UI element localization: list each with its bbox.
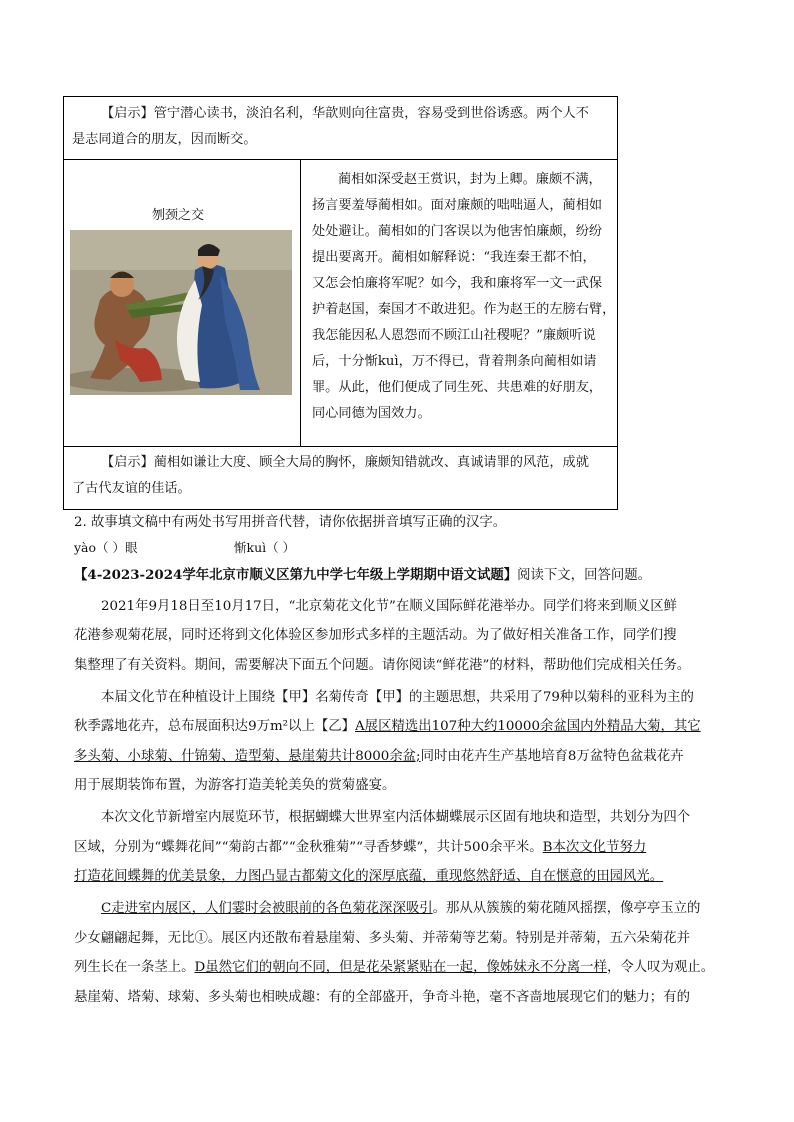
- para1-line1: 2021年9月18日至10月17日，“北京菊花文化节”在顺义国际鲜花港举办。同学们将来到顺义区鲜: [101, 599, 678, 614]
- underlined-sentence-b: B本次文化节努力: [542, 840, 647, 855]
- para2-line2: 秋季露地花卉，总布展面积达9万m²以上【乙】A展区精选出107种大约10000余盆国内外精品大菊，其它: [74, 719, 701, 734]
- para3-line1: 本次文化节新增室内展览环节，根据蝴蝶大世界室内活体蝴蝶展示区固有地块和造型，共划分为四个: [101, 810, 691, 825]
- para4-line3: 列生长在一条茎上。D虽然它们的朝向不同，但是花朵紧紧贴在一起，像姊妹永不分离一样，令人叹为观止。: [74, 960, 715, 975]
- image-title: 刎颈之交: [152, 208, 205, 223]
- underlined-sentence-d: D虽然它们的朝向不同，但是花朵紧紧贴在一起，像姊妹永不分离一样: [194, 960, 607, 975]
- para2-line1: 本届文化节在种植设计上围绕【甲】名菊传奇【甲】的主题思想，共采用了79种以菊科的亚科为主的: [101, 690, 694, 705]
- story-line-10: 同心同德为国效力。: [312, 406, 431, 421]
- para2-line4: 用于展期装饰布置，为游客打造美轮美奂的赏菊盛宴。: [74, 778, 396, 793]
- para3-line3: [74, 867, 663, 887]
- section-instruction: 阅读下文，回答问题。: [517, 568, 652, 583]
- illustration-lian-po-lin-xiangru: [70, 230, 292, 395]
- story-line-3: 处处避让。蔺相如的门客误以为他害怕廉颇，纷纷: [312, 224, 603, 239]
- pinyin-blank-1[interactable]: yào（ ）眼: [74, 540, 138, 555]
- underlined-sentence-a: A展区精选出107种大约10000余盆国内外精品大菊，其它: [355, 719, 701, 734]
- para4-line2: 少女翩翩起舞，无比①。展区内还散布着悬崖菊、多头菊、并蒂菊等艺菊。特别是并蒂菊，五六朵菊花并: [74, 931, 690, 946]
- para4-line1: C走进室内展区，人们霎时会被眼前的各色菊花深深吸引。那从从簇簇的菊花随风摇摆，像亭亭玉立的: [101, 901, 701, 916]
- para1-line3: 集整理了有关资料。期间，需要解决下面五个问题。请你阅读“鲜花港”的材料，帮助他们完成相关任务。: [74, 658, 691, 673]
- section-header: 【4-2023-2024学年北京市顺义区第九中学七年级上学期期中语文试题】: [74, 567, 518, 583]
- pinyin-blank-2[interactable]: 惭kuì（ ）: [234, 540, 296, 555]
- story-table: [63, 96, 618, 510]
- inspiration-text-2: 【启示】蔺相如谦让大度、顾全大局的胸怀，廉颇知错就改、真诚请罪的风范，成就: [101, 455, 589, 470]
- para4-line4: 悬崖菊、塔菊、球菊、多头菊也相映成趣：有的全部盛开，争奇斗艳，毫不吝啬地展现它们的魅力；有的: [74, 990, 690, 1005]
- story-line-5: 又怎会怕廉将军呢？如今，我和廉将军一文一武保: [312, 276, 603, 291]
- story-line-4: 提出要离开。蔺相如解释说：“我连秦王都不怕，: [312, 250, 596, 265]
- table-divider: [64, 159, 617, 160]
- underlined-sentence-c: C走进室内展区，人们霎时会被眼前的各色菊花深深吸引: [101, 901, 433, 916]
- inspiration-text-1: 【启示】管宁潜心读书，淡泊名利，华歆则向往富贵，容易受到世俗诱惑。两个人不: [101, 106, 589, 121]
- story-line-2: 扬言要羞辱蔺相如。面对廉颇的咄咄逼人，蔺相如: [312, 198, 603, 213]
- inspiration-text-1b: 是志同道合的朋友，因而断交。: [72, 132, 257, 147]
- para1-line2: 花港参观菊花展，同时还将到文化体验区参加形式多样的主题活动。为了做好相关准备工作，同学们搜: [74, 628, 677, 643]
- underlined-sentence-a-cont: 多头菊、小球菊、什锦菊、造型菊、悬崖菊共计8000余盆;: [74, 749, 421, 764]
- para3-line2: 区域，分别为“蝶舞花间”“菊韵古都”“金秋雅菊”“寻香梦蝶”，共计500余平米。B本次文化节努力: [74, 840, 647, 855]
- story-line-6: 护着赵国，秦国才不敢进犯。作为赵王的左膀右臂，: [312, 302, 616, 317]
- underlined-sentence-b-cont: 打造花间蝶舞的优美景象，力图凸显古都菊文化的深厚底蕴，重现悠然舒适、自在惬意的田园风光。: [74, 869, 664, 884]
- story-line-1: 蔺相如深受赵王赏识，封为上卿。廉颇不满，: [338, 172, 602, 187]
- story-line-8: 后，十分惭kuì，万不得已，背着荆条向蔺相如请: [312, 354, 597, 369]
- inspiration-text-2b: 了古代友谊的佳话。: [72, 481, 191, 496]
- question-2: 2. 故事填文稿中有两处书写用拼音代替，请你依据拼音填写正确的汉字。: [74, 515, 507, 530]
- para2-line3: 多头菊、小球菊、什锦菊、造型菊、悬崖菊共计8000余盆;同时由花卉生产基地培育8万盆特色盆栽花卉: [74, 749, 684, 764]
- story-line-7: 我怎能因私人恩怨而不顾江山社稷呢？”廉颇听说: [312, 328, 596, 343]
- section-header-line: [74, 565, 651, 586]
- table-column-divider: [300, 159, 301, 446]
- story-line-9: 罪。从此，他们便成了同生死、共患难的好朋友，: [312, 380, 603, 395]
- table-divider: [64, 446, 617, 447]
